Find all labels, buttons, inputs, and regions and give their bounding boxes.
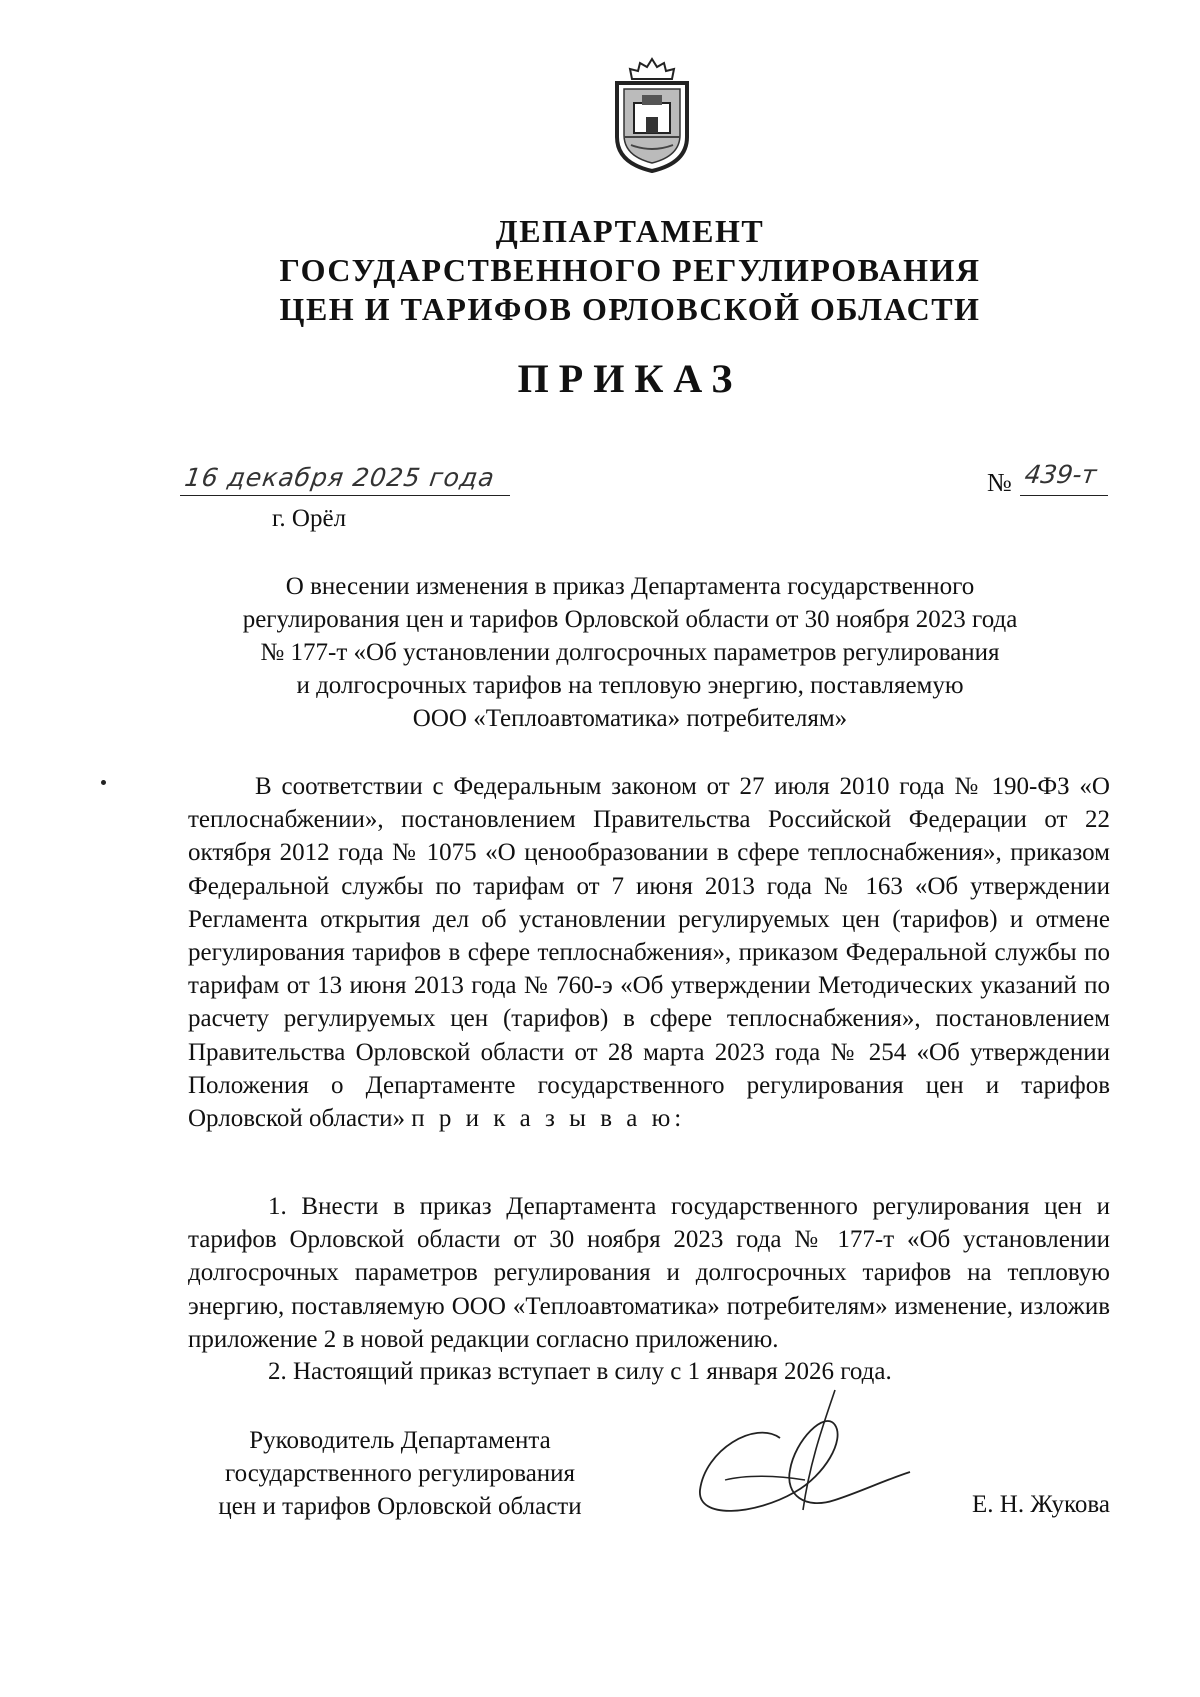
department-heading: [150, 212, 1110, 329]
department-line-1: ДЕПАРТАМЕНТ: [495, 213, 765, 249]
title-line-2: регулирования цен и тарифов Орловской области от 30 ноября 2023 года: [242, 606, 1018, 633]
handwritten-number: 439-т: [1022, 460, 1099, 489]
number-label: №: [987, 468, 1012, 497]
department-line-3: ЦЕН И ТАРИФОВ ОРЛОВСКОЙ ОБЛАСТИ: [279, 291, 981, 327]
title-line-1: О внесении изменения в приказ Департамента государственного: [285, 573, 975, 600]
position-line-2: государственного регулирования: [224, 1460, 576, 1487]
order-title: [150, 570, 1110, 735]
handwritten-date: 16 декабря 2025 года: [182, 463, 497, 492]
title-line-5: ООО «Теплоавтоматика» потребителям»: [412, 705, 848, 732]
signatory-position: [190, 1424, 610, 1523]
coat-of-arms-icon: [609, 55, 695, 175]
handwritten-signature: [685, 1380, 915, 1530]
department-line-2: ГОСУДАРСТВЕННОГО РЕГУЛИРОВАНИЯ: [279, 252, 981, 288]
order-word: п р и к а з ы в а ю:: [411, 1105, 686, 1133]
city: г. Орёл: [272, 505, 347, 532]
title-line-4: и долгосрочных тарифов на тепловую энергию, поставляемую: [296, 672, 964, 699]
title-line-3: № 177-т «Об установлении долгосрочных параметров регулирования: [260, 639, 1000, 666]
date-underline: [180, 495, 510, 496]
item-2-paragraph: 2. Настоящий приказ вступает в силу с 1 января 2026 года.: [268, 1358, 892, 1385]
position-line-1: Руководитель Департамента: [249, 1427, 551, 1454]
scan-speck: [101, 780, 106, 785]
preamble-text: В соответствии с Федеральным законом от 27 июля 2010 года № 190-ФЗ «О теплоснабжении», постановлением Правительства Российской Федерации от 22 октября 2012 года № 1075 «О ценообразовании в сфере теплоснабжения», приказом Федеральной службы по тарифам от 7 июня 2013 года № 163 «Об утверждении Регламента открытия дел об установлении регулируемых цен (тарифов) и отмене регулирования тарифов в сфере теплоснабжения», приказом Федеральной службы по тарифам от 13 июня 2013 года № 760-э «Об утверждении Методических указаний по расчету регулируемых цен (тарифов) в сфере теплоснабжения», постановлением Правительства Орловской области от 28 марта 2023 года № 254 «Об утверждении Положения о Департаменте государственного регулирования цен и тарифов Орловской области»: [188, 773, 1110, 1133]
position-line-3: цен и тарифов Орловской области: [218, 1493, 582, 1520]
item-1-paragraph: 1. Внести в приказ Департамента государственного регулирования цен и тарифов Орловской области от 30 ноября 2023 года № 177-т «Об установлении долгосрочных параметров регулирования и долгосрочных тарифов на тепловую энергию, поставляемую ООО «Теплоавтоматика» потребителям» изменение, изложив приложение 2 в новой редакции согласно приложению.: [188, 1193, 1110, 1353]
document-type: ПРИКАЗ: [517, 356, 743, 401]
signatory-name: Е. Н. Жукова: [972, 1491, 1110, 1518]
preamble-paragraph: [188, 770, 1110, 1135]
number-underline: [1020, 495, 1108, 496]
